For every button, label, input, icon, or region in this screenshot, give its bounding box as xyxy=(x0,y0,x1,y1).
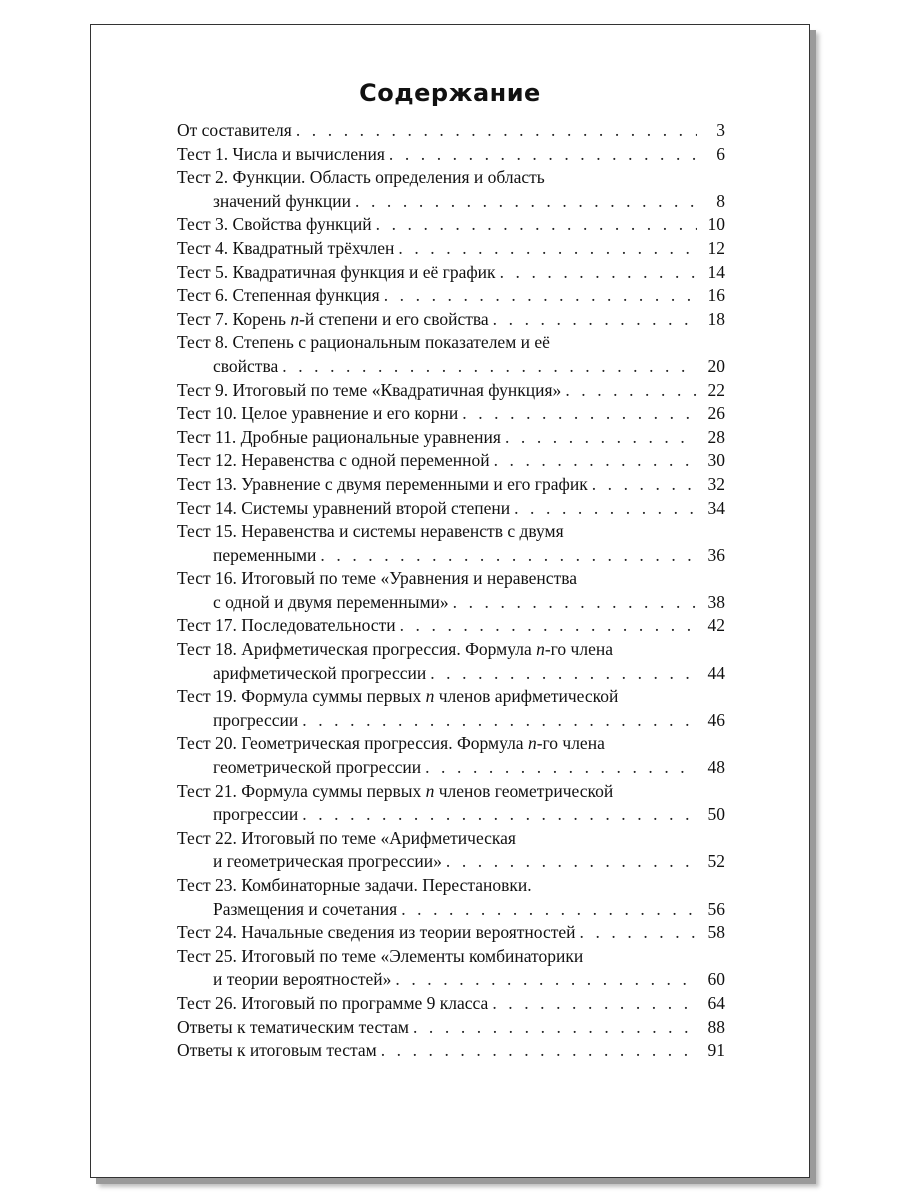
toc-page-number: 58 xyxy=(707,922,725,943)
dot-leader xyxy=(462,402,697,426)
toc-entry xyxy=(177,379,725,403)
toc-entry-title: Тест 23. Комбинаторные задачи. Перестановки. xyxy=(177,875,532,895)
toc-line xyxy=(177,1039,725,1063)
toc-entry-title: значений функции xyxy=(213,190,352,211)
toc-page-number: 42 xyxy=(707,615,725,636)
dot-leader xyxy=(592,473,697,497)
toc-entry-title: Ответы к итоговым тестам xyxy=(177,1040,377,1061)
dot-leader xyxy=(500,261,697,285)
toc-entry-title: Тест 8. Степень с рациональным показателем и её xyxy=(177,332,550,353)
toc-line xyxy=(177,756,725,780)
toc-page-number: 88 xyxy=(707,1016,725,1037)
dot-leader xyxy=(282,355,697,379)
toc-entry xyxy=(177,732,725,779)
toc-entry-title: Тест 26. Итоговый по программе 9 класса xyxy=(177,992,489,1013)
toc-page-number: 56 xyxy=(707,898,725,919)
toc-entry-title: Тест 7. Корень n-й степени и его свойства xyxy=(177,308,489,329)
toc-entry xyxy=(177,520,725,567)
toc-page-number: 46 xyxy=(707,709,725,730)
toc-entry-title: и геометрическая прогрессии» xyxy=(213,851,442,872)
toc-line-wrapped xyxy=(177,685,725,709)
toc-line xyxy=(177,402,725,426)
toc-entry xyxy=(177,638,725,685)
toc-page-number: 30 xyxy=(707,450,725,471)
toc-line xyxy=(177,190,725,214)
dot-leader xyxy=(376,213,697,237)
toc-page-number: 44 xyxy=(707,662,725,683)
toc-page-number: 8 xyxy=(716,190,725,211)
dot-leader xyxy=(565,379,697,403)
toc-line-wrapped xyxy=(177,945,725,969)
toc-line xyxy=(177,379,725,403)
toc-entry-title: Тест 17. Последовательности xyxy=(177,615,396,636)
dot-leader xyxy=(296,119,697,143)
toc-page-number: 32 xyxy=(707,473,725,494)
toc-entry xyxy=(177,874,725,921)
toc-line xyxy=(177,143,725,167)
toc-entry-title: и теории вероятностей» xyxy=(213,969,392,990)
toc-entry xyxy=(177,449,725,473)
dot-leader xyxy=(425,756,697,780)
toc-line-wrapped xyxy=(177,166,725,190)
toc-page-number: 38 xyxy=(707,591,725,612)
toc-line-wrapped xyxy=(177,874,725,898)
toc-entry xyxy=(177,284,725,308)
dot-leader xyxy=(430,662,697,686)
toc-entry xyxy=(177,992,725,1016)
toc-entry-title: Тест 24. Начальные сведения из теории вероятностей xyxy=(177,922,576,943)
toc-entry xyxy=(177,119,725,143)
toc-page-number: 3 xyxy=(716,120,725,140)
toc-line xyxy=(177,898,725,922)
toc-entry xyxy=(177,237,725,261)
toc-entry xyxy=(177,780,725,827)
toc-entry-title: Тест 9. Итоговый по теме «Квадратичная функция» xyxy=(177,379,562,400)
toc-line-wrapped xyxy=(177,827,725,851)
dot-leader xyxy=(446,850,697,874)
toc-entry-title: Тест 1. Числа и вычисления xyxy=(177,143,385,164)
toc-entry-title: Ответы к тематическим тестам xyxy=(177,1016,409,1037)
toc-entry xyxy=(177,921,725,945)
book-page xyxy=(90,24,810,1178)
toc-line-wrapped xyxy=(177,638,725,662)
toc-entry-title: Тест 22. Итоговый по теме «Арифметическая xyxy=(177,827,516,848)
toc-entry-title: Тест 21. Формула суммы первых n членов геометрической xyxy=(177,780,614,801)
toc-line xyxy=(177,237,725,261)
toc-line xyxy=(177,284,725,308)
toc-entry xyxy=(177,1039,725,1063)
toc-page-number: 64 xyxy=(707,992,725,1013)
dot-leader xyxy=(413,1016,697,1040)
dot-leader xyxy=(580,921,697,945)
toc-entry xyxy=(177,567,725,614)
toc-entry-title: Тест 10. Целое уравнение и его корни xyxy=(177,403,459,424)
dot-leader xyxy=(493,308,697,332)
toc-entry xyxy=(177,402,725,426)
toc-entry-title: арифметической прогрессии xyxy=(213,662,427,683)
toc-line-wrapped xyxy=(177,567,725,591)
toc-line xyxy=(177,544,725,568)
dot-leader xyxy=(395,968,697,992)
toc-line xyxy=(177,426,725,450)
dot-leader xyxy=(381,1039,697,1063)
toc-line xyxy=(177,473,725,497)
toc-entry xyxy=(177,614,725,638)
dot-leader xyxy=(400,614,697,638)
toc-entry-title: От составителя xyxy=(177,120,292,140)
dot-leader xyxy=(398,237,697,261)
toc-entry-title: Тест 3. Свойства функций xyxy=(177,214,372,235)
toc-page-number: 6 xyxy=(716,143,725,164)
toc-line xyxy=(177,850,725,874)
toc-page-number: 16 xyxy=(707,285,725,306)
toc-line-wrapped xyxy=(177,780,725,804)
toc-entry-title: переменными xyxy=(213,544,317,565)
dot-leader xyxy=(302,803,697,827)
toc-entry xyxy=(177,261,725,285)
dot-leader xyxy=(494,449,697,473)
toc-entry xyxy=(177,331,725,378)
toc-line xyxy=(177,355,725,379)
toc-page-number: 60 xyxy=(707,969,725,990)
toc-entry-title: Тест 12. Неравенства с одной переменной xyxy=(177,450,490,471)
toc-entry xyxy=(177,143,725,167)
dot-leader xyxy=(389,143,697,167)
toc-entry-title: Тест 6. Степенная функция xyxy=(177,285,380,306)
dot-leader xyxy=(401,898,697,922)
toc-line xyxy=(177,213,725,237)
toc-entry xyxy=(177,1016,725,1040)
toc-line xyxy=(177,308,725,332)
table-of-contents xyxy=(177,119,725,1063)
toc-entry xyxy=(177,473,725,497)
dot-leader xyxy=(355,190,697,214)
dot-leader xyxy=(505,426,697,450)
toc-entry-title: Размещения и сочетания xyxy=(213,898,398,919)
toc-entry-title: Тест 13. Уравнение с двумя переменными и его график xyxy=(177,473,588,494)
dot-leader xyxy=(384,284,697,308)
toc-page-number: 50 xyxy=(707,804,725,825)
toc-page-number: 22 xyxy=(707,379,725,400)
toc-line xyxy=(177,449,725,473)
toc-line xyxy=(177,921,725,945)
toc-page-number: 12 xyxy=(707,237,725,258)
toc-page-number: 26 xyxy=(707,403,725,424)
toc-entry-title: Тест 25. Итоговый по теме «Элементы комбинаторики xyxy=(177,945,584,966)
toc-page-number: 10 xyxy=(707,214,725,235)
toc-entry xyxy=(177,685,725,732)
toc-line xyxy=(177,614,725,638)
toc-entry-title: Тест 15. Неравенства и системы неравенств с двумя xyxy=(177,521,564,542)
toc-page-number: 48 xyxy=(707,757,725,778)
toc-entry-title: Тест 4. Квадратный трёхчлен xyxy=(177,237,395,258)
toc-entry xyxy=(177,166,725,213)
toc-entry-title: Тест 14. Системы уравнений второй степени xyxy=(177,497,511,518)
dot-leader xyxy=(320,544,697,568)
toc-line-wrapped xyxy=(177,520,725,544)
toc-line xyxy=(177,662,725,686)
toc-line xyxy=(177,709,725,733)
toc-page-number: 91 xyxy=(707,1040,725,1061)
toc-entry-title: свойства xyxy=(213,355,279,376)
toc-entry-title: Тест 20. Геометрическая прогрессия. Формула n-го члена xyxy=(177,733,605,754)
toc-entry-title: Тест 11. Дробные рациональные уравнения xyxy=(177,426,501,447)
toc-page-number: 36 xyxy=(707,544,725,565)
toc-line-wrapped xyxy=(177,732,725,756)
toc-entry-title: с одной и двумя переменными» xyxy=(213,591,449,612)
toc-entry-title: геометрической прогрессии xyxy=(213,757,422,778)
toc-page-number: 20 xyxy=(707,355,725,376)
dot-leader xyxy=(453,591,697,615)
dot-leader xyxy=(492,992,697,1016)
toc-entry-title: прогрессии xyxy=(213,804,299,825)
dot-leader xyxy=(302,709,697,733)
toc-line xyxy=(177,803,725,827)
toc-page-number: 28 xyxy=(707,426,725,447)
toc-line xyxy=(177,119,725,143)
toc-entry-title: Тест 16. Итоговый по теме «Уравнения и неравенства xyxy=(177,568,578,589)
toc-page-number: 14 xyxy=(707,261,725,282)
toc-entry xyxy=(177,213,725,237)
toc-entry-title: Тест 5. Квадратичная функция и её график xyxy=(177,261,496,282)
page-title: Содержание xyxy=(359,79,541,107)
toc-line xyxy=(177,591,725,615)
toc-line-wrapped xyxy=(177,331,725,355)
toc-entry xyxy=(177,426,725,450)
toc-page-number: 34 xyxy=(707,497,725,518)
toc-page-number: 52 xyxy=(707,851,725,872)
toc-entry-title: прогрессии xyxy=(213,709,299,730)
toc-entry xyxy=(177,945,725,992)
toc-entry-title: Тест 2. Функции. Область определения и область xyxy=(177,167,545,188)
toc-line xyxy=(177,968,725,992)
toc-line xyxy=(177,497,725,521)
toc-entry xyxy=(177,308,725,332)
toc-entry-title: Тест 19. Формула суммы первых n членов арифметической xyxy=(177,686,619,707)
toc-entry xyxy=(177,497,725,521)
toc-line xyxy=(177,1016,725,1040)
dot-leader xyxy=(514,497,697,521)
toc-entry xyxy=(177,827,725,874)
toc-line xyxy=(177,992,725,1016)
toc-entry-title: Тест 18. Арифметическая прогрессия. Формула n-го члена xyxy=(177,639,613,660)
toc-line xyxy=(177,261,725,285)
toc-page-number: 18 xyxy=(707,308,725,329)
